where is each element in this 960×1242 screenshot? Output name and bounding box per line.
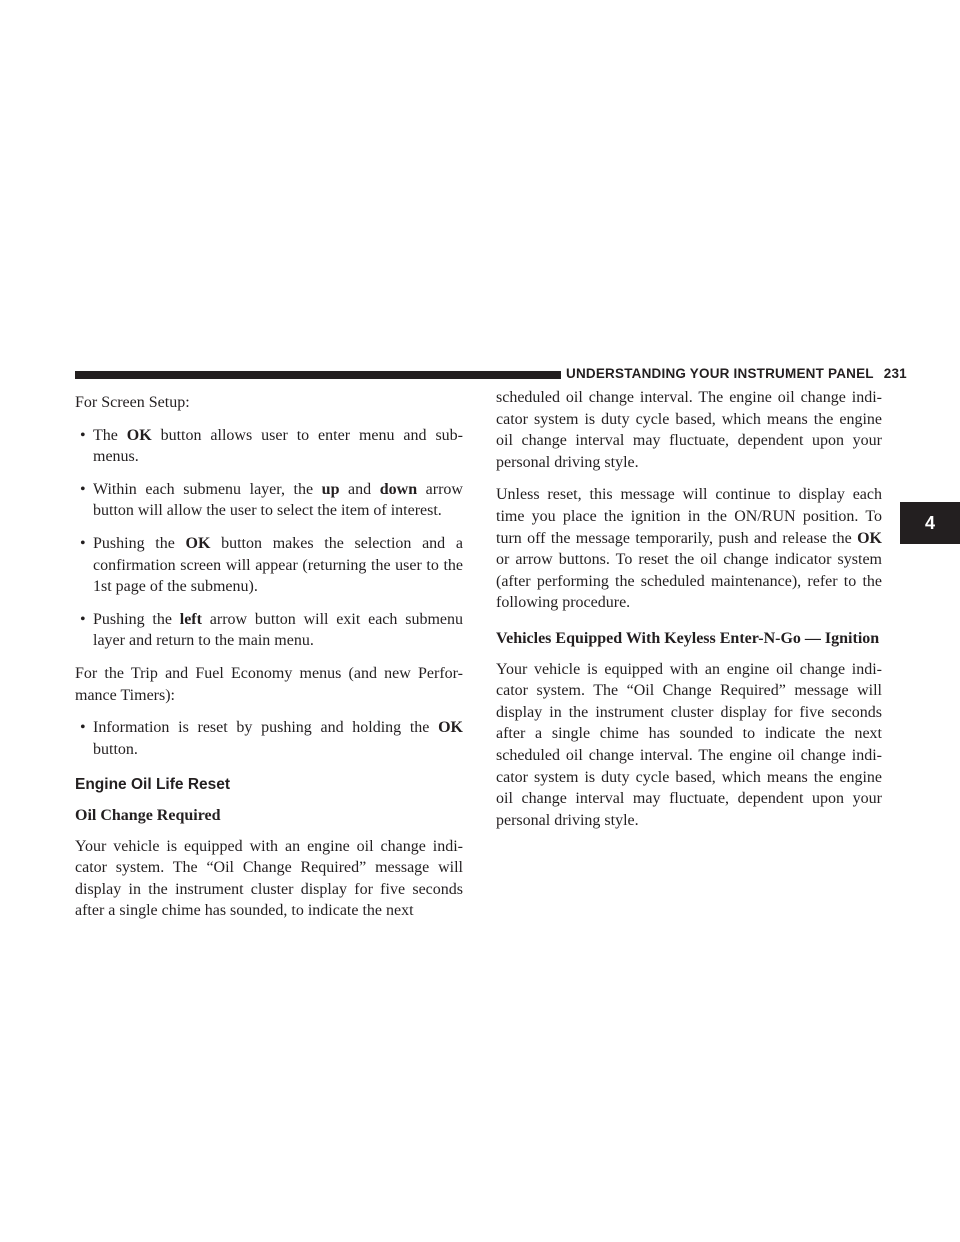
paragraph: Unless reset, this message will continue to display each time you place the ignition in the ON/RUN position. To turn off the message temporarily, push and release the OK or arrow buttons. To reset the oil change indicator system (after performing the scheduled maintenance), refer to the following procedure. xyxy=(496,486,882,612)
chapter-tab xyxy=(900,502,960,544)
right-column xyxy=(496,387,882,842)
list-item: • Within each submenu layer, the up and down arrow button will allow the user to select the item of interest. xyxy=(80,480,463,520)
header-title: UNDERSTANDING YOUR INSTRUMENT PANEL xyxy=(566,366,874,381)
left-term: left xyxy=(179,610,202,628)
paragraph: Your vehicle is equipped with an engine oil change indi-cator system. The “Oil Change Required” message will display in the instrument cluster display for five seconds after a single chime has sounded to indicate the next scheduled oil change interval. The engine oil change indi-cator system is duty cycle based, which means the engine oil change interval may fluctuate, dependent upon your personal driving style. xyxy=(496,660,882,829)
page-number: 231 xyxy=(883,366,907,381)
paragraph: scheduled oil change interval. The engine oil change indi-cator system is duty cycle based, which means the engine oil change interval may fluctuate, dependent upon your personal driving style. xyxy=(496,389,882,471)
bullet-marker: • xyxy=(80,719,86,737)
bullet-marker: • xyxy=(80,534,86,552)
down-term: down xyxy=(379,480,418,498)
ok-term: OK xyxy=(857,529,882,547)
screen-setup-intro: For Screen Setup: xyxy=(75,394,190,411)
ok-term: OK xyxy=(438,719,463,737)
list-item: • Pushing the left arrow button will exit each submenu layer and return to the main menu. xyxy=(80,610,463,650)
list-item: • Information is reset by pushing and holding the OK button. xyxy=(80,719,463,758)
header-rule xyxy=(75,371,561,379)
bullet-marker: • xyxy=(80,426,86,444)
bullet-marker: • xyxy=(80,610,86,628)
running-header xyxy=(566,366,907,381)
subheading: Oil Change Required xyxy=(75,806,221,824)
up-term: up xyxy=(321,480,340,498)
list-item: • Pushing the OK button makes the selection and a confirmation screen will appear (returning the user to the 1st page of the submenu). xyxy=(80,534,463,596)
paragraph: Your vehicle is equipped with an engine oil change indi-cator system. The “Oil Change Required” message will display in the instrument cluster display for five seconds after a single chime has sounded, to indicate the next xyxy=(75,837,463,920)
bullet-marker: • xyxy=(80,480,86,498)
subheading: Vehicles Equipped With Keyless Enter-N-Go — Ignition xyxy=(496,629,880,647)
left-column xyxy=(75,392,463,933)
section-heading: Engine Oil Life Reset xyxy=(75,776,231,794)
chapter-number: 4 xyxy=(924,512,935,533)
ok-term: OK xyxy=(185,534,211,552)
list-item: • The OK button allows user to enter menu and sub-menus. xyxy=(80,426,463,466)
trip-menus-intro: For the Trip and Fuel Economy menus (and new Perfor-mance Timers): xyxy=(75,664,463,704)
ok-term: OK xyxy=(126,426,152,444)
